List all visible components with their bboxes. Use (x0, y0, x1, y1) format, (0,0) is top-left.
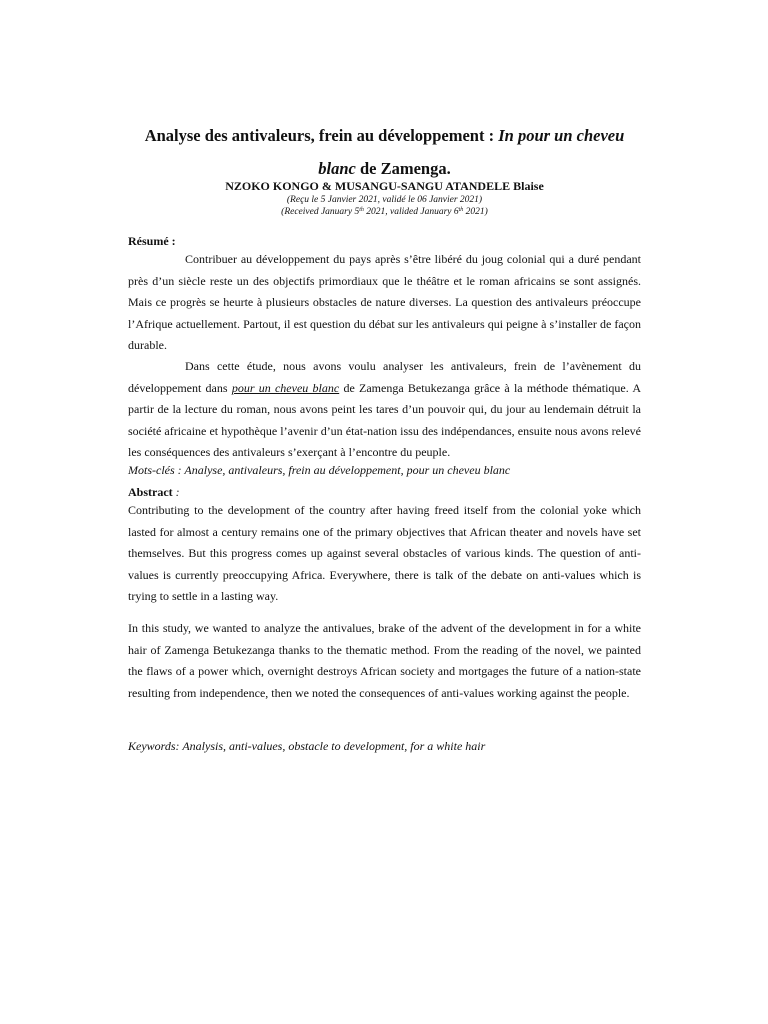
resume-paragraph-2 (128, 356, 641, 464)
received-date-en (128, 206, 641, 218)
date-en-part1: (Received January 5 (281, 207, 360, 217)
date-en-part3: 2021) (463, 207, 488, 217)
abstract-heading-colon: : (172, 485, 180, 499)
author-line: NZOKO KONGO & MUSANGU-SANGU ATANDELE Blaise (225, 179, 544, 193)
title-italic: In pour un cheveu blanc (318, 126, 625, 178)
abstract-paragraph-2: In this study, we wanted to analyze the antivalues, brake of the advent of the development in for a white hair of Zamenga Betukezanga thanks to the thematic method. From the reading of the novel, we painted the flaws of a power which, overnight destroys African society and mortgages the future of a nation-state resulting from independence, then we noted the consequences of anti-values working against the people. (128, 621, 641, 700)
title-period: . (446, 159, 451, 178)
mots-cles: Mots-clés : Analyse, antivaleurs, frein au développement, pour un cheveu blanc (128, 463, 511, 477)
novel-title-link[interactable]: pour un cheveu blanc (231, 380, 340, 395)
date-en-sup2: th (458, 207, 464, 213)
keywords: Keywords: Analysis, anti-values, obstacle to development, for a white hair (128, 739, 486, 753)
date-en-sup1: th (359, 207, 364, 213)
article-title (128, 119, 641, 185)
resume-paragraph-1: Contribuer au développement du pays après s’être libéré du joug colonial qui a duré pendant près d’un siècle reste un des objectifs primordiaux que le théâtre et le roman africains se sont assignés. Mais ce progrès se heurte à plusieurs obstacles de nature diverses. La question des antivaleurs préoccupe l’Afrique actuellement. Partout, il est question du débat sur les antivaleurs qui peigne à s’installer de façon durable. (128, 252, 641, 352)
received-date-fr: (Reçu le 5 Janvier 2021, validé le 06 Janvier 2021) (286, 195, 483, 205)
title-main: Analyse des antivaleurs, frein au développement : (144, 126, 499, 145)
abstract-heading (128, 484, 180, 500)
resume-p2-start: Dans cette étude, nous avons voulu analyser les antivaleurs, frein de l’avènement du développement dans (128, 359, 641, 395)
resume-heading: Résumé : (128, 234, 176, 248)
title-tail: de Zamenga (355, 159, 447, 178)
date-en-part2: 2021, valided January 6 (363, 207, 459, 217)
abstract-paragraph-1: Contributing to the development of the country after having freed itself from the colonial yoke which lasted for almost a century remains one of the primary objectives that African theater and novels have set themselves. But this progress comes up against several obstacles of various kinds. The question of anti-values is currently preoccupying Africa. Everywhere, there is talk of the debate on anti-values which is trying to settle in a lasting way. (128, 503, 641, 603)
abstract-heading-text: Abstract (128, 485, 173, 499)
resume-p2-end: de Zamenga Betukezanga grâce à la méthode thématique. A partir de la lecture du roman, nous avons peint les tares d’un pouvoir qui, du jour au lendemain détruit la société africaine et hypothèque l’avenir d’un état-nation issu des indépendances, ensuite nous avons relevé les conséquences des antivaleurs s’exerçant à l’encontre du peuple. (128, 380, 641, 459)
